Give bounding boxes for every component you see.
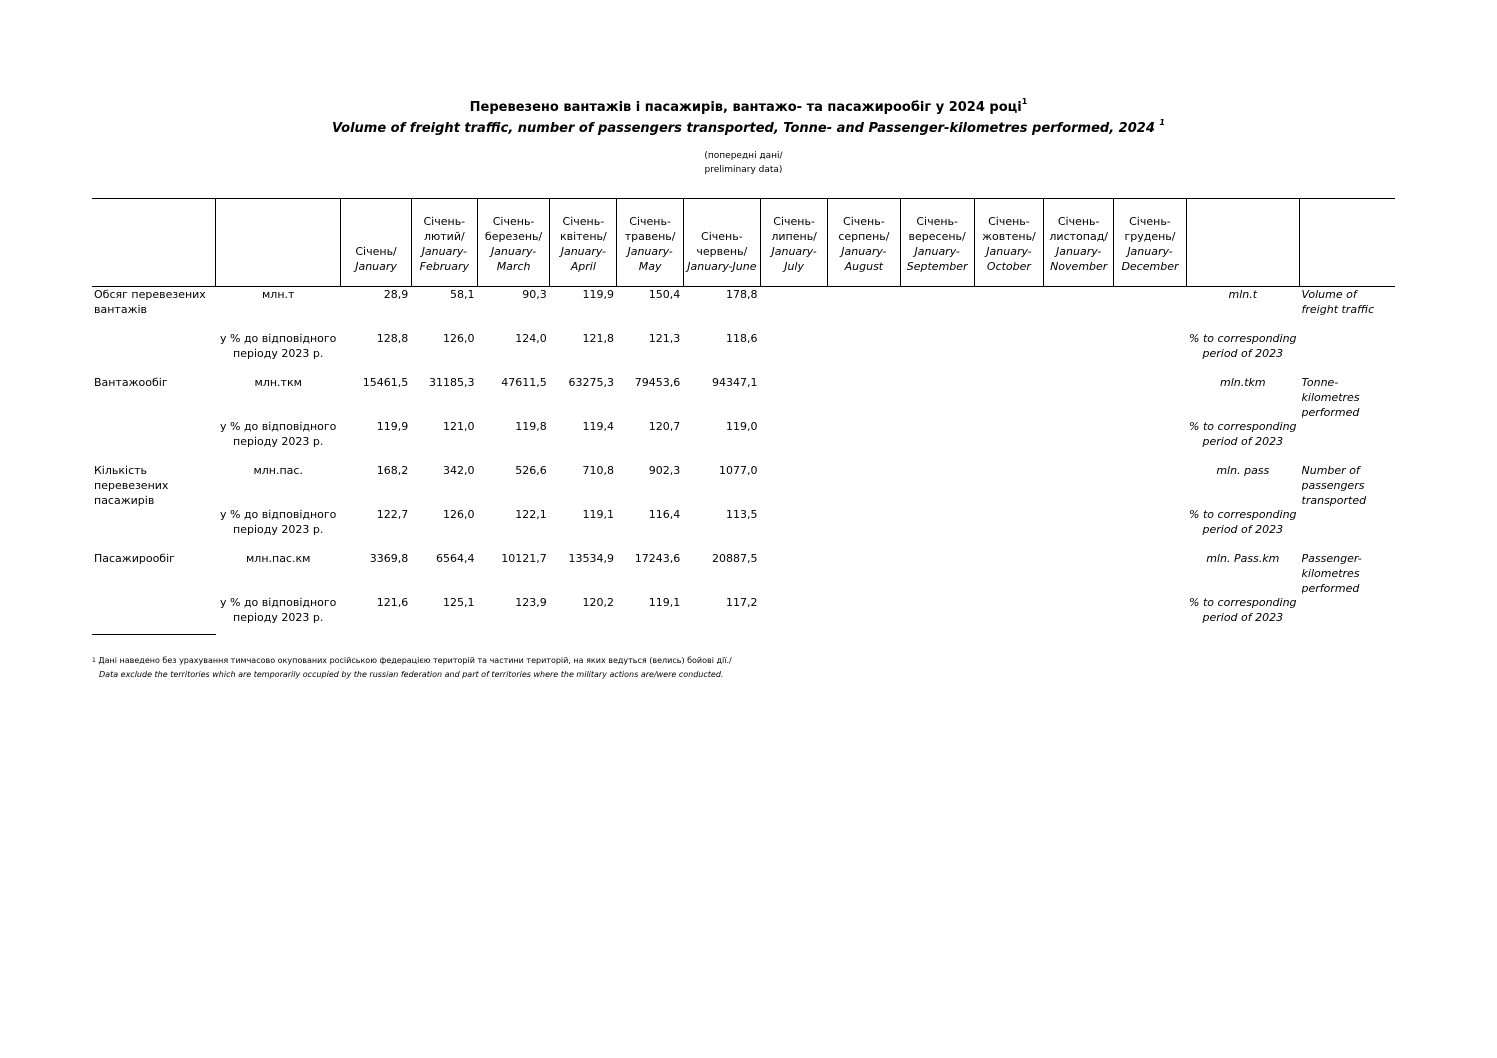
table-row	[92, 419, 1395, 463]
value-cell-text	[900, 331, 971, 375]
row-label-en-text	[1302, 507, 1395, 551]
value-cell	[900, 551, 974, 595]
value-cell	[900, 287, 974, 332]
value-cell-text: 178,8	[726, 288, 758, 301]
row-unit-en	[1186, 419, 1299, 463]
header-empty-unit	[215, 199, 340, 287]
value-cell-text: 119,1	[648, 596, 681, 609]
value-cell-text: 117,2	[726, 596, 758, 609]
row-unit-en-text: % to corresponding period of 2023	[1189, 596, 1297, 624]
row-label-uk	[92, 463, 215, 507]
value-cell	[761, 287, 828, 332]
value-cell-text: 122,7	[376, 508, 409, 521]
row-label-en	[1300, 507, 1395, 551]
row-unit-en-text: mln.tkm	[1219, 376, 1266, 389]
value-cell-text: 47611,5	[501, 376, 547, 389]
value-cell	[1114, 375, 1186, 419]
value-cell-text: 126,0	[442, 332, 475, 345]
value-cell-text	[900, 551, 971, 595]
value-cell-text: 13534,9	[568, 552, 614, 565]
value-cell-text: 119,0	[726, 420, 758, 433]
title-english: Volume of freight traffic, number of passengers transported, Tonne- and Passenger-kilometres performed, 2024 $^1$	[332, 118, 1165, 136]
value-cell	[341, 287, 411, 332]
value-cell	[900, 507, 974, 551]
value-cell-text	[1044, 507, 1111, 551]
value-cell-text: 526,6	[515, 464, 547, 477]
value-cell	[1044, 419, 1114, 463]
value-cell-text	[761, 595, 825, 639]
value-cell-text	[761, 463, 825, 507]
value-cell-text: 120,2	[582, 596, 614, 609]
preliminary-note-uk: (попередні дані/	[704, 151, 783, 161]
value-cell	[1114, 463, 1186, 507]
value-cell-text	[828, 331, 897, 375]
value-cell	[761, 331, 828, 375]
value-cell	[411, 331, 477, 375]
value-cell-text	[1044, 419, 1111, 463]
row-label-uk	[92, 507, 215, 551]
value-cell	[974, 551, 1043, 595]
row-label-uk-text	[94, 419, 215, 463]
value-cell-text: 119,1	[582, 508, 614, 521]
row-unit-en	[1186, 507, 1299, 551]
row-label-uk	[92, 419, 215, 463]
value-cell	[683, 507, 760, 551]
value-cell-text	[828, 507, 897, 551]
row-label-uk	[92, 375, 215, 419]
value-cell	[411, 463, 477, 507]
row-unit-uk	[215, 419, 340, 463]
value-cell	[683, 595, 760, 639]
value-cell	[974, 287, 1043, 332]
value-cell	[477, 419, 549, 463]
row-label-en	[1300, 419, 1395, 463]
value-cell-text	[1044, 463, 1111, 507]
value-cell	[974, 375, 1043, 419]
value-cell-text: 123,9	[515, 596, 547, 609]
row-unit-uk-text: млн.пас.км	[245, 552, 311, 565]
value-cell	[828, 419, 900, 463]
value-cell	[411, 595, 477, 639]
value-cell	[974, 595, 1043, 639]
value-cell	[477, 375, 549, 419]
value-cell-text: 342,0	[442, 464, 475, 477]
value-cell	[761, 375, 828, 419]
row-unit-uk-text: у % до відповідного періоду 2023 р.	[219, 332, 337, 360]
row-label-en	[1300, 287, 1395, 332]
value-cell	[617, 595, 683, 639]
title-ukrainian: Перевезено вантажів і пасажирів, вантажо- та пасажирообіг у 2024 році$^1$	[469, 97, 1028, 115]
value-cell-text	[900, 419, 971, 463]
value-cell-text	[828, 375, 897, 419]
value-cell-text	[974, 551, 1040, 595]
value-cell-text	[974, 595, 1040, 639]
value-cell	[900, 331, 974, 375]
row-unit-en	[1186, 595, 1299, 639]
value-cell	[477, 331, 549, 375]
month-header: Січень-листопад/ January-November	[1044, 199, 1114, 287]
value-cell	[550, 331, 617, 375]
value-cell-text: 119,9	[582, 288, 614, 301]
row-unit-uk	[215, 331, 340, 375]
header-empty-unit-en	[1186, 199, 1299, 287]
value-cell	[900, 375, 974, 419]
value-cell	[550, 507, 617, 551]
month-header: Січень-квітень/ January-April	[550, 199, 617, 287]
value-cell-text: 10121,7	[501, 552, 547, 565]
value-cell	[1044, 595, 1114, 639]
row-unit-en	[1186, 375, 1299, 419]
value-cell	[617, 551, 683, 595]
value-cell-text	[828, 419, 897, 463]
value-cell	[477, 463, 549, 507]
value-cell-text: 121,6	[376, 596, 409, 609]
value-cell	[550, 287, 617, 332]
value-cell	[1044, 463, 1114, 507]
value-cell-text	[1114, 551, 1183, 595]
table-row	[92, 463, 1395, 507]
value-cell	[683, 419, 760, 463]
table-row	[92, 331, 1395, 375]
value-cell	[477, 595, 549, 639]
value-cell	[411, 419, 477, 463]
row-label-en-text: Passenger-kilometres performed	[1301, 552, 1362, 595]
value-cell	[341, 375, 411, 419]
value-cell	[828, 507, 900, 551]
row-unit-en	[1186, 287, 1299, 332]
value-cell	[761, 419, 828, 463]
preliminary-note-en: preliminary data)	[704, 165, 783, 175]
value-cell	[341, 595, 411, 639]
month-header: Січень-липень/ January-July	[761, 199, 828, 287]
row-unit-en-text: mln. pass	[1216, 464, 1270, 477]
table-row	[92, 375, 1395, 419]
value-cell	[1044, 331, 1114, 375]
value-cell-text	[1114, 419, 1183, 463]
value-cell-text	[1044, 287, 1111, 331]
table-row	[92, 595, 1395, 639]
row-unit-uk-text: у % до відповідного періоду 2023 р.	[219, 420, 337, 448]
value-cell	[341, 507, 411, 551]
value-cell-text	[900, 287, 971, 331]
value-cell	[1044, 551, 1114, 595]
value-cell-text: 122,1	[515, 508, 547, 521]
value-cell	[411, 287, 477, 332]
row-label-uk	[92, 287, 215, 332]
value-cell	[341, 419, 411, 463]
row-label-en	[1300, 375, 1395, 419]
value-cell	[828, 287, 900, 332]
value-cell	[1044, 287, 1114, 332]
value-cell-text	[1044, 331, 1111, 375]
value-cell-text	[761, 287, 825, 331]
value-cell	[341, 463, 411, 507]
value-cell	[761, 595, 828, 639]
value-cell	[550, 551, 617, 595]
row-unit-en	[1186, 463, 1299, 507]
value-cell-text: 17243,6	[634, 552, 681, 565]
row-unit-uk	[215, 375, 340, 419]
value-cell	[411, 375, 477, 419]
value-cell	[1114, 287, 1186, 332]
value-cell	[477, 287, 549, 332]
value-cell-text: 118,6	[726, 332, 758, 345]
month-header: Січень-жовтень/ January-October	[974, 199, 1043, 287]
value-cell-text	[1114, 595, 1183, 639]
value-cell-text	[974, 375, 1040, 419]
value-cell-text	[900, 463, 971, 507]
value-cell	[1114, 507, 1186, 551]
value-cell-text: 121,3	[648, 332, 681, 345]
value-cell-text: 128,8	[376, 332, 409, 345]
value-cell-text	[1114, 375, 1183, 419]
value-cell-text	[900, 375, 971, 419]
value-cell-text: 113,5	[726, 508, 758, 521]
title-footnote-mark: 1	[1021, 97, 1028, 106]
row-label-uk-text	[94, 331, 215, 375]
table-row	[92, 287, 1395, 332]
row-unit-en	[1186, 551, 1299, 595]
preliminary-note	[0, 149, 1487, 177]
value-cell-text: 90,3	[522, 288, 547, 301]
month-header: Січень/ January	[341, 199, 411, 287]
row-label-uk	[92, 551, 215, 595]
value-cell-text: 116,4	[648, 508, 681, 521]
value-cell	[477, 507, 549, 551]
value-cell-text: 15461,5	[362, 376, 409, 389]
value-cell	[1044, 375, 1114, 419]
month-header: Січень-березень/ January-March	[477, 199, 549, 287]
value-cell	[1114, 419, 1186, 463]
row-label-en-text	[1302, 595, 1395, 639]
value-cell-text: 168,2	[376, 464, 409, 477]
value-cell	[761, 507, 828, 551]
value-cell-text	[828, 551, 897, 595]
value-cell-text: 120,7	[648, 420, 681, 433]
value-cell-text	[974, 507, 1040, 551]
row-unit-uk-text: млн.т	[261, 288, 295, 301]
month-header: Січень-травень/ January-May	[617, 199, 683, 287]
value-cell	[761, 551, 828, 595]
value-cell-text: 125,1	[442, 596, 475, 609]
value-cell-text	[828, 287, 897, 331]
row-unit-uk-text: у % до відповідного періоду 2023 р.	[219, 508, 337, 536]
value-cell	[828, 551, 900, 595]
value-cell-text: 94347,1	[712, 376, 758, 389]
row-label-uk-text: Обсяг перевезених вантажів	[94, 288, 206, 316]
value-cell	[828, 375, 900, 419]
value-cell-text: 126,0	[442, 508, 475, 521]
row-unit-en-text: mln. Pass.km	[1206, 552, 1280, 565]
value-cell-text: 710,8	[582, 464, 614, 477]
row-label-uk-text	[94, 595, 215, 639]
value-cell	[477, 551, 549, 595]
value-cell	[974, 331, 1043, 375]
row-label-uk-text: Пасажирообіг	[94, 552, 175, 565]
value-cell-text: 121,8	[582, 332, 614, 345]
value-cell-text	[1114, 463, 1183, 507]
row-unit-uk	[215, 551, 340, 595]
value-cell-text	[974, 331, 1040, 375]
row-label-en	[1300, 463, 1395, 507]
value-cell	[617, 463, 683, 507]
value-cell	[900, 419, 974, 463]
value-cell	[341, 331, 411, 375]
value-cell	[617, 375, 683, 419]
value-cell-text	[900, 595, 971, 639]
value-cell	[828, 463, 900, 507]
month-header: Січень-вересень/ January-September	[900, 199, 974, 287]
month-header: Січень-лютий/ January-February	[411, 199, 477, 287]
value-cell-text	[1114, 331, 1183, 375]
row-unit-uk-text: у % до відповідного періоду 2023 р.	[219, 596, 337, 624]
value-cell	[411, 551, 477, 595]
row-unit-en-text: % to corresponding period of 2023	[1189, 332, 1297, 360]
value-cell-text	[761, 507, 825, 551]
value-cell	[1114, 595, 1186, 639]
value-cell-text: 63275,3	[568, 376, 614, 389]
row-label-en-text: Tonne-kilometres performed	[1301, 376, 1360, 419]
row-label-uk-text: Кількість перевезених пасажирів	[94, 464, 169, 507]
value-cell	[828, 331, 900, 375]
value-cell	[1044, 507, 1114, 551]
value-cell	[683, 551, 760, 595]
row-unit-uk	[215, 287, 340, 332]
row-unit-uk-text: млн.ткм	[254, 376, 302, 389]
header-empty-label	[92, 199, 215, 287]
value-cell-text	[1044, 375, 1111, 419]
value-cell	[683, 375, 760, 419]
value-cell-text	[974, 287, 1040, 331]
month-header: Січень-грудень/ January-December	[1114, 199, 1186, 287]
value-cell-text	[974, 419, 1040, 463]
value-cell-text: 150,4	[648, 288, 681, 301]
footnote	[92, 654, 732, 682]
row-label-uk-text: Вантажообіг	[94, 376, 168, 389]
table-row	[92, 507, 1395, 551]
value-cell	[617, 419, 683, 463]
table-header-row	[92, 199, 1395, 287]
value-cell	[550, 595, 617, 639]
value-cell-text: 121,0	[442, 420, 475, 433]
value-cell-text: 79453,6	[634, 376, 681, 389]
value-cell-text: 20887,5	[712, 552, 758, 565]
value-cell	[617, 331, 683, 375]
table-bottom-rule	[92, 634, 216, 635]
row-label-en-text: Number of passengers transported	[1301, 464, 1367, 507]
title-en-footnote-mark: 1	[1159, 118, 1165, 127]
value-cell-text: 28,9	[383, 288, 409, 301]
transport-table	[92, 198, 1395, 639]
row-label-uk-text	[94, 507, 215, 551]
value-cell	[1114, 551, 1186, 595]
row-label-en-text: Volume of freight traffic	[1301, 288, 1375, 316]
value-cell	[761, 463, 828, 507]
value-cell-text: 124,0	[515, 332, 547, 345]
value-cell-text	[761, 375, 825, 419]
value-cell	[411, 507, 477, 551]
value-cell-text	[1044, 551, 1111, 595]
value-cell-text	[761, 551, 825, 595]
row-label-uk	[92, 331, 215, 375]
value-cell-text	[761, 331, 825, 375]
value-cell	[683, 287, 760, 332]
value-cell	[550, 419, 617, 463]
value-cell	[900, 595, 974, 639]
value-cell-text: 1077,0	[719, 464, 758, 477]
footnote-mark: 1	[92, 657, 96, 664]
row-unit-uk-text: млн.пас.	[253, 464, 303, 477]
row-unit-uk	[215, 463, 340, 507]
month-header: Січень-серпень/ January-August	[828, 199, 900, 287]
row-unit-en	[1186, 331, 1299, 375]
footnote-en: Data exclude the territories which are temporarily occupied by the russian federation and part of territories where the military actions are/were conducted.	[99, 670, 724, 679]
row-label-en	[1300, 551, 1395, 595]
value-cell-text: 58,1	[449, 288, 475, 301]
value-cell	[617, 287, 683, 332]
value-cell-text	[761, 419, 825, 463]
row-label-en	[1300, 331, 1395, 375]
value-cell	[550, 375, 617, 419]
value-cell	[974, 419, 1043, 463]
value-cell-text	[1114, 287, 1183, 331]
row-unit-uk	[215, 595, 340, 639]
value-cell-text	[900, 507, 971, 551]
row-unit-en-text: % to corresponding period of 2023	[1189, 420, 1297, 448]
value-cell	[974, 507, 1043, 551]
row-label-en	[1300, 595, 1395, 639]
row-unit-en-text: mln.t	[1228, 288, 1258, 301]
value-cell-text: 31185,3	[428, 376, 475, 389]
row-label-en-text	[1302, 331, 1395, 375]
row-unit-uk	[215, 507, 340, 551]
value-cell-text: 6564,4	[435, 552, 475, 565]
table-row	[92, 551, 1395, 595]
value-cell-text	[1114, 507, 1183, 551]
value-cell	[617, 507, 683, 551]
value-cell-text: 119,9	[376, 420, 409, 433]
row-unit-en-text: % to corresponding period of 2023	[1189, 508, 1297, 536]
row-label-en-text	[1302, 419, 1395, 463]
value-cell	[683, 331, 760, 375]
value-cell	[341, 551, 411, 595]
value-cell	[1114, 331, 1186, 375]
value-cell-text	[828, 463, 897, 507]
value-cell-text	[1044, 595, 1111, 639]
value-cell-text	[974, 463, 1040, 507]
value-cell	[828, 595, 900, 639]
value-cell	[683, 463, 760, 507]
month-header: Січень-червень/ January-June	[683, 199, 760, 287]
value-cell	[550, 463, 617, 507]
row-label-uk	[92, 595, 215, 639]
value-cell	[900, 463, 974, 507]
header-empty-label-en	[1300, 199, 1395, 287]
value-cell-text: 119,8	[515, 420, 547, 433]
value-cell-text: 119,4	[582, 420, 614, 433]
footnote-uk: Дані наведено без урахування тимчасово окупованих російською федерацією територій та частини територій, на яких ведуться (велись) бойові дії./	[98, 656, 732, 665]
value-cell-text: 902,3	[648, 464, 681, 477]
value-cell-text	[828, 595, 897, 639]
value-cell	[974, 463, 1043, 507]
value-cell-text: 3369,8	[369, 552, 409, 565]
